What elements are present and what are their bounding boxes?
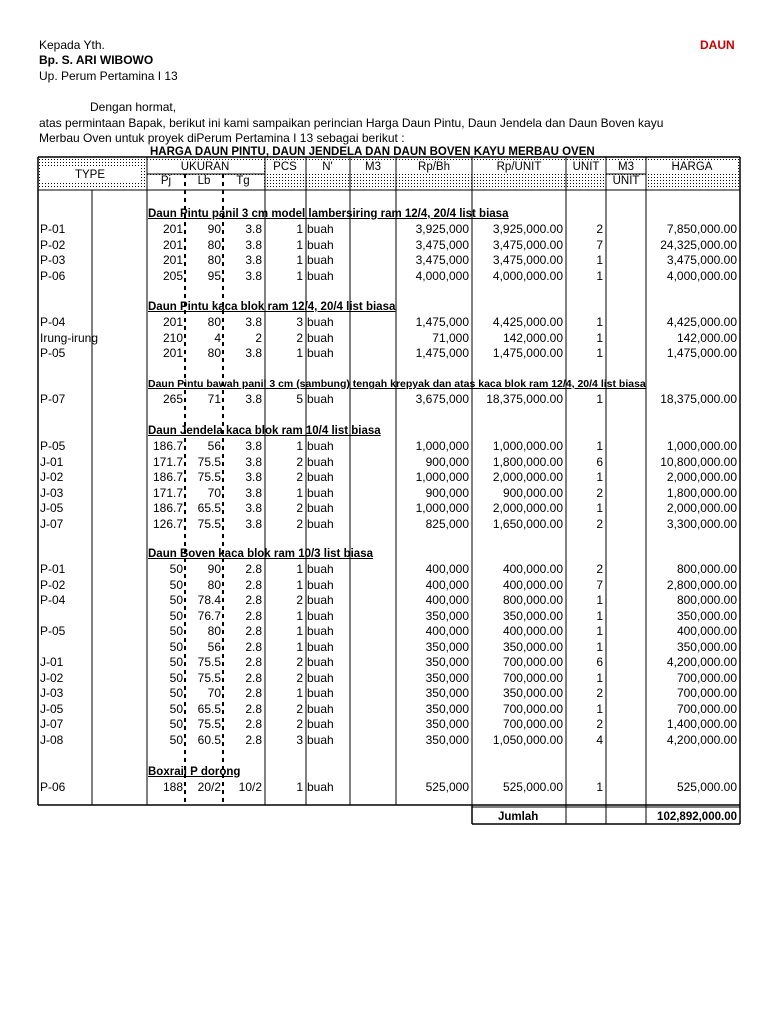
- row-lb: 20/2: [197, 780, 221, 794]
- row-type: J-01: [40, 454, 64, 469]
- row-pcs: 1: [296, 686, 303, 700]
- row-type: P-07: [40, 392, 66, 406]
- row-lb: 95: [207, 268, 221, 283]
- row-rpunit: 2,000,000.00: [492, 470, 563, 484]
- row-pj: 50: [169, 670, 183, 685]
- row-n: buah: [307, 732, 334, 747]
- row-harga: 4,200,000.00: [666, 655, 737, 669]
- row-lb: 70: [207, 686, 221, 700]
- row-rpbh: 900,000: [425, 454, 469, 469]
- row-n: buah: [307, 562, 334, 576]
- row-harga: 3,475,000.00: [666, 253, 737, 267]
- row-type: P-04: [40, 315, 66, 329]
- row-lb: 65.5: [197, 701, 221, 716]
- row-pj: 186.7: [152, 470, 183, 484]
- row-tg: 2.8: [245, 639, 262, 654]
- row-lb: 56: [207, 439, 221, 453]
- row-pj: 50: [169, 562, 183, 576]
- section-title: Daun Jendela kaca blok ram 10/4 list biasa: [148, 425, 381, 437]
- row-harga: 7,850,000.00: [666, 222, 737, 236]
- row-pj: 201: [162, 315, 183, 329]
- row-harga: 1,800,000.00: [666, 485, 737, 500]
- header-type: TYPE: [74, 169, 106, 181]
- row-tg: 3.8: [245, 346, 262, 360]
- row-rpunit: 1,650,000.00: [492, 516, 563, 531]
- row-pj: 50: [169, 577, 183, 592]
- row-unit: 1: [596, 253, 603, 267]
- row-rpunit: 1,000,000.00: [492, 439, 563, 453]
- row-lb: 80: [207, 237, 221, 252]
- row-pj: 50: [169, 717, 183, 731]
- row-rpunit: 400,000.00: [502, 577, 563, 592]
- row-tg: 2.8: [245, 608, 262, 623]
- row-lb: 80: [207, 346, 221, 360]
- row-tg: 2.8: [245, 717, 262, 731]
- row-lb: 80: [207, 577, 221, 592]
- row-type: J-02: [40, 470, 64, 484]
- row-unit: 1: [596, 624, 603, 638]
- row-lb: 80: [207, 253, 221, 267]
- row-rpbh: 400,000: [425, 577, 469, 592]
- row-rpbh: 3,475,000: [415, 253, 469, 267]
- row-n: buah: [307, 222, 334, 236]
- row-pj: 50: [169, 655, 183, 669]
- row-pcs: 2: [296, 501, 303, 515]
- recipient-address: Up. Perum Pertamina I 13: [39, 69, 178, 83]
- row-lb: 56: [207, 639, 221, 654]
- row-type: P-02: [40, 237, 66, 252]
- header-harga: HARGA: [671, 161, 713, 173]
- row-unit: 1: [596, 392, 603, 406]
- body-line-1: atas permintaan Bapak, berikut ini kami sampaikan perincian Harga Daun Pintu, Daun Jendela dan Daun Boven kayu: [39, 116, 664, 130]
- row-harga: 700,000.00: [676, 686, 737, 700]
- row-harga: 1,475,000.00: [666, 346, 737, 360]
- row-lb: 76.7: [197, 608, 221, 623]
- row-n: buah: [307, 454, 334, 469]
- row-pcs: 1: [296, 577, 303, 592]
- row-pcs: 1: [296, 237, 303, 252]
- row-pj: 50: [169, 593, 183, 607]
- row-lb: 90: [207, 562, 221, 576]
- row-lb: 75.5: [197, 470, 221, 484]
- row-unit: 7: [596, 237, 603, 252]
- row-type: P-06: [40, 268, 66, 283]
- row-harga: 700,000.00: [676, 701, 737, 716]
- row-rpunit: 700,000.00: [502, 717, 563, 731]
- row-rpunit: 18,375,000.00: [486, 392, 563, 406]
- row-tg: 3.8: [245, 268, 262, 283]
- row-rpunit: 1,475,000.00: [492, 346, 563, 360]
- row-pj: 126.7: [152, 516, 183, 531]
- row-type: P-06: [40, 780, 66, 794]
- header-rpunit: Rp/UNIT: [496, 161, 542, 173]
- row-rpbh: 1,475,000: [415, 346, 469, 360]
- row-n: buah: [307, 593, 334, 607]
- row-pj: 201: [162, 346, 183, 360]
- header-m3-unit-bottom: UNIT: [612, 175, 640, 187]
- row-n: buah: [307, 717, 334, 731]
- row-type: P-05: [40, 439, 66, 453]
- row-rpbh: 1,000,000: [415, 470, 469, 484]
- row-lb: 80: [207, 624, 221, 638]
- header-lb: Lb: [197, 175, 211, 187]
- row-pcs: 2: [296, 516, 303, 531]
- row-unit: 1: [596, 315, 603, 329]
- row-type: P-05: [40, 624, 66, 638]
- row-tg: 2.8: [245, 655, 262, 669]
- table-title: HARGA DAUN PINTU, DAUN JENDELA DAN DAUN BOVEN KAYU MERBAU OVEN: [150, 146, 595, 158]
- row-harga: 350,000.00: [676, 608, 737, 623]
- row-harga: 2,000,000.00: [666, 470, 737, 484]
- row-pj: 188: [162, 780, 183, 794]
- row-pcs: 2: [296, 330, 303, 345]
- row-type: P-01: [40, 562, 66, 576]
- row-rpbh: 71,000: [432, 330, 469, 345]
- row-tg: 3.8: [245, 454, 262, 469]
- row-pj: 210: [162, 330, 183, 345]
- row-unit: 2: [596, 516, 603, 531]
- row-n: buah: [307, 608, 334, 623]
- row-tg: 3.8: [245, 253, 262, 267]
- row-pcs: 3: [296, 315, 303, 329]
- row-unit: 1: [596, 639, 603, 654]
- row-tg: 2.8: [245, 732, 262, 747]
- row-tg: 10/2: [238, 780, 262, 794]
- row-type: J-02: [40, 670, 64, 685]
- row-rpbh: 3,675,000: [415, 392, 469, 406]
- row-rpunit: 700,000.00: [502, 655, 563, 669]
- row-unit: 1: [596, 330, 603, 345]
- row-rpbh: 900,000: [425, 485, 469, 500]
- row-rpbh: 350,000: [425, 655, 469, 669]
- row-rpunit: 900,000.00: [502, 485, 563, 500]
- row-pcs: 1: [296, 624, 303, 638]
- row-rpunit: 3,475,000.00: [492, 253, 563, 267]
- row-rpbh: 350,000: [425, 686, 469, 700]
- row-lb: 80: [207, 315, 221, 329]
- row-type: J-03: [40, 686, 64, 700]
- row-lb: 78.4: [197, 593, 221, 607]
- row-unit: 2: [596, 686, 603, 700]
- body-line-2: Merbau Oven untuk proyek diPerum Pertamina I 13 sebagai berikut :: [39, 131, 405, 145]
- salutation: Dengan hormat,: [90, 100, 177, 114]
- row-lb: 71: [207, 392, 221, 406]
- section-title: Boxrail P dorong: [148, 766, 241, 778]
- row-n: buah: [307, 392, 334, 406]
- row-harga: 4,200,000.00: [666, 732, 737, 747]
- section-title: Daun Pintu panil 3 cm model lambersiring ram 12/4, 20/4 list biasa: [148, 208, 509, 220]
- header-pcs: PCS: [273, 161, 297, 173]
- row-pcs: 2: [296, 670, 303, 685]
- header-unit: UNIT: [572, 161, 600, 173]
- row-rpunit: 3,925,000.00: [492, 222, 563, 236]
- row-n: buah: [307, 655, 334, 669]
- document-tag: DAUN: [700, 38, 735, 52]
- row-rpbh: 350,000: [425, 608, 469, 623]
- row-rpunit: 4,425,000.00: [492, 315, 563, 329]
- row-rpunit: 700,000.00: [502, 670, 563, 685]
- row-rpbh: 1,000,000: [415, 439, 469, 453]
- row-pj: 50: [169, 608, 183, 623]
- row-unit: 2: [596, 562, 603, 576]
- row-tg: 2.8: [245, 577, 262, 592]
- row-tg: 2: [255, 330, 262, 345]
- row-harga: 800,000.00: [676, 593, 737, 607]
- total-label: Jumlah: [498, 811, 539, 823]
- row-n: buah: [307, 780, 334, 794]
- row-tg: 2.8: [245, 562, 262, 576]
- row-harga: 525,000.00: [676, 780, 737, 794]
- row-type: J-05: [40, 701, 64, 716]
- row-tg: 3.8: [245, 439, 262, 453]
- row-pcs: 1: [296, 222, 303, 236]
- row-rpunit: 350,000.00: [502, 608, 563, 623]
- row-unit: 1: [596, 268, 603, 283]
- row-unit: 1: [596, 593, 603, 607]
- row-n: buah: [307, 577, 334, 592]
- row-pj: 50: [169, 639, 183, 654]
- row-harga: 4,425,000.00: [666, 315, 737, 329]
- row-type: P-04: [40, 593, 66, 607]
- row-rpunit: 350,000.00: [502, 639, 563, 654]
- row-type: J-05: [40, 501, 64, 515]
- row-tg: 3.8: [245, 315, 262, 329]
- row-type: J-07: [40, 516, 64, 531]
- row-lb: 60.5: [197, 732, 221, 747]
- row-rpbh: 350,000: [425, 639, 469, 654]
- row-pj: 265: [162, 392, 183, 406]
- row-n: buah: [307, 315, 334, 329]
- header-n: N': [322, 161, 333, 173]
- row-rpunit: 400,000.00: [502, 562, 563, 576]
- row-rpunit: 142,000.00: [502, 330, 563, 345]
- row-tg: 3.8: [245, 237, 262, 252]
- row-unit: 6: [596, 454, 603, 469]
- row-tg: 2.8: [245, 686, 262, 700]
- row-n: buah: [307, 439, 334, 453]
- header-m3: M3: [365, 161, 381, 173]
- row-n: buah: [307, 485, 334, 500]
- row-pcs: 2: [296, 593, 303, 607]
- row-pj: 201: [162, 253, 183, 267]
- row-harga: 24,325,000.00: [660, 237, 737, 252]
- row-harga: 3,300,000.00: [666, 516, 737, 531]
- row-unit: 1: [596, 470, 603, 484]
- row-pcs: 1: [296, 780, 303, 794]
- row-n: buah: [307, 253, 334, 267]
- row-type: J-08: [40, 732, 64, 747]
- row-n: buah: [307, 501, 334, 515]
- row-n: buah: [307, 237, 334, 252]
- row-n: buah: [307, 701, 334, 716]
- total-value: 102,892,000.00: [657, 811, 737, 823]
- row-rpunit: 2,000,000.00: [492, 501, 563, 515]
- row-lb: 90: [207, 222, 221, 236]
- row-tg: 3.8: [245, 516, 262, 531]
- row-rpbh: 4,000,000: [415, 268, 469, 283]
- row-tg: 3.8: [245, 501, 262, 515]
- row-pcs: 1: [296, 346, 303, 360]
- row-pj: 186.7: [152, 501, 183, 515]
- row-harga: 1,000,000.00: [666, 439, 737, 453]
- row-lb: 75.5: [197, 454, 221, 469]
- row-tg: 2.8: [245, 670, 262, 685]
- row-unit: 2: [596, 717, 603, 731]
- row-pcs: 1: [296, 608, 303, 623]
- row-n: buah: [307, 624, 334, 638]
- row-rpunit: 1,800,000.00: [492, 454, 563, 469]
- row-unit: 2: [596, 222, 603, 236]
- row-rpbh: 825,000: [425, 516, 469, 531]
- row-lb: 65.5: [197, 501, 221, 515]
- row-unit: 1: [596, 670, 603, 685]
- row-harga: 18,375,000.00: [660, 392, 737, 406]
- section-title: Daun Pintu bawah panil 3 cm (sambung) tengah krepyak dan atas kaca blok ram 12/4, 20/4 list biasa: [148, 378, 646, 390]
- row-pcs: 1: [296, 253, 303, 267]
- row-pcs: 5: [296, 392, 303, 406]
- section-title: Daun Boven kaca blok ram 10/3 list biasa: [148, 548, 373, 560]
- row-rpunit: 800,000.00: [502, 593, 563, 607]
- row-pcs: 2: [296, 470, 303, 484]
- row-tg: 2.8: [245, 701, 262, 716]
- row-rpunit: 525,000.00: [502, 780, 563, 794]
- row-rpbh: 350,000: [425, 670, 469, 685]
- row-tg: 3.8: [245, 392, 262, 406]
- row-rpbh: 400,000: [425, 562, 469, 576]
- header-ukuran: UKURAN: [180, 161, 230, 173]
- row-pcs: 2: [296, 717, 303, 731]
- row-rpbh: 400,000: [425, 624, 469, 638]
- row-harga: 350,000.00: [676, 639, 737, 654]
- row-harga: 400,000.00: [676, 624, 737, 638]
- row-rpbh: 350,000: [425, 701, 469, 716]
- row-rpunit: 350,000.00: [502, 686, 563, 700]
- row-lb: 75.5: [197, 516, 221, 531]
- row-unit: 7: [596, 577, 603, 592]
- row-type: J-01: [40, 655, 64, 669]
- row-n: buah: [307, 268, 334, 283]
- row-unit: 1: [596, 346, 603, 360]
- row-rpunit: 400,000.00: [502, 624, 563, 638]
- row-type: P-01: [40, 222, 66, 236]
- row-unit: 1: [596, 780, 603, 794]
- row-n: buah: [307, 639, 334, 654]
- row-pcs: 2: [296, 655, 303, 669]
- row-pj: 205: [162, 268, 183, 283]
- row-unit: 4: [596, 732, 603, 747]
- row-rpbh: 350,000: [425, 732, 469, 747]
- row-lb: 75.5: [197, 655, 221, 669]
- row-pj: 171.7: [152, 454, 183, 469]
- row-lb: 70: [207, 485, 221, 500]
- row-n: buah: [307, 470, 334, 484]
- row-rpbh: 1,000,000: [415, 501, 469, 515]
- row-type: P-02: [40, 577, 66, 592]
- row-harga: 700,000.00: [676, 670, 737, 685]
- section-title: Daun Pintu kaca blok ram 12/4, 20/4 list biasa: [148, 301, 396, 313]
- row-pj: 171.7: [152, 485, 183, 500]
- row-pj: 50: [169, 732, 183, 747]
- row-tg: 3.8: [245, 485, 262, 500]
- row-type: P-05: [40, 346, 66, 360]
- row-harga: 1,400,000.00: [666, 717, 737, 731]
- row-lb: 75.5: [197, 717, 221, 731]
- row-pcs: 1: [296, 562, 303, 576]
- row-pj: 186.7: [152, 439, 183, 453]
- row-harga: 4,000,000.00: [666, 268, 737, 283]
- row-n: buah: [307, 516, 334, 531]
- row-pcs: 1: [296, 268, 303, 283]
- row-tg: 3.8: [245, 222, 262, 236]
- row-pcs: 1: [296, 485, 303, 500]
- row-pcs: 1: [296, 439, 303, 453]
- header-pj: Pj: [160, 175, 172, 187]
- row-rpunit: 4,000,000.00: [492, 268, 563, 283]
- row-tg: 2.8: [245, 593, 262, 607]
- header-rpbh: Rp/Bh: [418, 161, 450, 173]
- row-n: buah: [307, 330, 334, 345]
- row-rpbh: 525,000: [425, 780, 469, 794]
- header-tg: Tg: [236, 175, 250, 187]
- row-rpunit: 1,050,000.00: [492, 732, 563, 747]
- row-lb: 75.5: [197, 670, 221, 685]
- row-pj: 201: [162, 222, 183, 236]
- row-n: buah: [307, 670, 334, 685]
- row-type: P-03: [40, 253, 66, 267]
- row-pj: 50: [169, 686, 183, 700]
- row-rpbh: 350,000: [425, 717, 469, 731]
- row-pcs: 2: [296, 454, 303, 469]
- recipient-greeting: Kepada Yth.: [39, 38, 105, 52]
- row-pcs: 1: [296, 639, 303, 654]
- row-pcs: 2: [296, 701, 303, 716]
- row-harga: 142,000.00: [676, 330, 737, 345]
- row-unit: 6: [596, 655, 603, 669]
- row-harga: 2,000,000.00: [666, 501, 737, 515]
- row-pj: 50: [169, 701, 183, 716]
- row-lb: 4: [214, 330, 221, 345]
- row-rpunit: 700,000.00: [502, 701, 563, 716]
- row-pj: 201: [162, 237, 183, 252]
- row-harga: 10,800,000.00: [660, 454, 737, 469]
- row-rpbh: 3,925,000: [415, 222, 469, 236]
- row-rpbh: 1,475,000: [415, 315, 469, 329]
- row-pj: 50: [169, 624, 183, 638]
- row-unit: 1: [596, 608, 603, 623]
- row-n: buah: [307, 346, 334, 360]
- row-rpunit: 3,475,000.00: [492, 237, 563, 252]
- recipient-name: Bp. S. ARI WIBOWO: [39, 53, 154, 67]
- row-unit: 1: [596, 701, 603, 716]
- header-m3-unit-top: M3: [618, 161, 634, 173]
- row-rpbh: 400,000: [425, 593, 469, 607]
- row-tg: 2.8: [245, 624, 262, 638]
- row-unit: 2: [596, 485, 603, 500]
- row-tg: 3.8: [245, 470, 262, 484]
- row-type: J-03: [40, 485, 64, 500]
- row-type: J-07: [40, 717, 64, 731]
- row-n: buah: [307, 686, 334, 700]
- row-rpbh: 3,475,000: [415, 237, 469, 252]
- row-harga: 2,800,000.00: [666, 577, 737, 592]
- row-harga: 800,000.00: [676, 562, 737, 576]
- row-unit: 1: [596, 439, 603, 453]
- row-unit: 1: [596, 501, 603, 515]
- row-type: Irung-irung: [40, 330, 99, 345]
- row-pcs: 3: [296, 732, 303, 747]
